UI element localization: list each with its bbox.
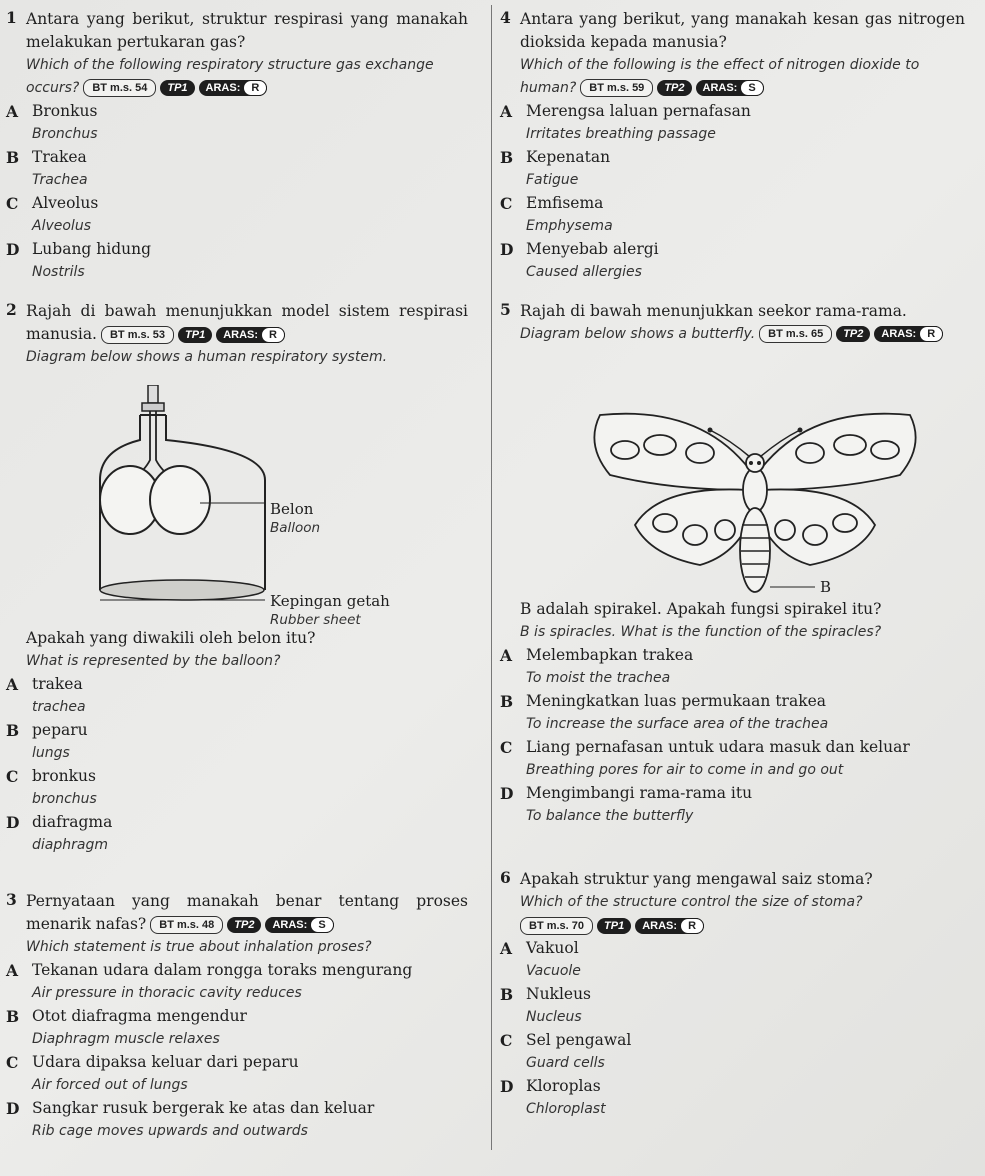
answer-option[interactable] [500,146,965,192]
option-text-ms: Kepenatan [526,148,611,166]
option-text-en: To balance the butterfly [526,808,694,824]
bt-page-badge: BT m.s. 65 [759,325,832,343]
aras-level: R [243,80,267,96]
question-6 [500,868,965,1121]
option-text-en: Emphysema [526,218,613,234]
option-letter: D [6,813,20,832]
option-text-ms: Udara dipaksa keluar dari peparu [32,1053,299,1071]
option-text-en: Caused allergies [526,264,642,280]
option-text-en: diaphragm [32,837,108,853]
question-stem-en [26,936,468,959]
option-letter: A [6,102,19,121]
answer-option[interactable] [6,1005,468,1051]
answer-option[interactable] [500,100,965,146]
option-text-ms: Alveolus [32,194,99,212]
option-letter: B [6,1007,20,1026]
option-text-ms: Vakuol [526,939,579,957]
option-text-ms: Liang pernafasan untuk udara masuk dan keluar [526,738,910,756]
question-number: 1 [6,8,17,27]
question-stem-ms [26,300,468,346]
stem-ms-text: Rajah di bawah menunjukkan seekor rama-rama. [520,302,907,320]
answer-option[interactable] [500,1075,965,1121]
tp-level-badge: TP1 [178,327,212,343]
option-text-en: Air forced out of lungs [32,1077,188,1093]
option-letter: A [500,102,513,121]
option-text-en: bronchus [32,791,97,807]
answer-option[interactable] [6,238,468,284]
spiracle-label-b: B [820,578,832,596]
tp-level-badge: TP1 [160,80,194,96]
option-letter: D [6,240,20,259]
aras-badge [216,327,285,343]
option-text-ms: Merengsa laluan pernafasan [526,102,751,120]
option-text-ms: peparu [32,721,88,739]
tp-level-badge: TP1 [597,918,631,934]
option-text-ms: Mengimbangi rama-rama itu [526,784,753,802]
option-text-ms: Otot diafragma mengendur [32,1007,247,1025]
option-text-en: Diaphragm muscle relaxes [32,1031,220,1047]
option-letter: C [6,194,19,213]
answer-option[interactable] [6,673,468,719]
stem-en-text: Which of the structure control the size of stoma? [520,894,863,910]
option-letter: B [500,148,514,167]
option-text-en: Rib cage moves upwards and outwards [32,1123,308,1139]
option-text-ms: Nukleus [526,985,592,1003]
option-letter: C [6,1053,19,1072]
answer-option[interactable] [500,736,965,782]
question-stem-ms [520,868,965,891]
option-letter: A [6,675,19,694]
option-text-ms: Kloroplas [526,1077,601,1095]
answer-option[interactable] [6,765,468,811]
option-text-en: trachea [32,699,86,715]
option-letter: C [6,767,19,786]
option-text-en: Vacuole [526,963,581,979]
option-text-en: Nucleus [526,1009,582,1025]
option-text-ms: Tekanan udara dalam rongga toraks mengurang [32,961,413,979]
option-text-en: To moist the trachea [526,670,671,686]
answer-option[interactable] [6,1097,468,1143]
answer-option[interactable] [6,146,468,192]
option-text-en: Air pressure in thoracic cavity reduces [32,985,302,1001]
option-text-ms: Melembapkan trakea [526,646,694,664]
question-stem-ms [520,8,965,54]
answer-option[interactable] [6,959,468,1005]
aras-label: ARAS: [272,918,308,931]
tp-level-badge: TP2 [657,80,691,96]
question-stem-en [520,54,965,100]
rubber-sheet-label-ms: Kepingan getah [270,592,390,610]
option-letter: B [500,985,514,1004]
option-text-ms: Trakea [32,148,87,166]
question-number: 3 [6,890,17,909]
sub-question-en: What is represented by the balloon? [26,653,281,669]
question-number: 2 [6,300,17,319]
aras-badge [265,917,333,933]
aras-label: ARAS: [205,81,241,94]
option-text-ms: Bronkus [32,102,98,120]
option-text-ms: Lubang hidung [32,240,152,258]
question-stem-en [26,54,468,100]
question-3 [6,890,468,1143]
aras-label: ARAS: [881,327,917,340]
option-text-ms: Sel pengawal [526,1031,632,1049]
sub-question-ms: Apakah yang diwakili oleh belon itu? [26,629,316,647]
balloon-label-en: Balloon [270,520,321,536]
aras-badge [696,80,764,96]
butterfly-diagram [580,395,920,610]
option-text-ms: Meningkatkan luas permukaan trakea [526,692,827,710]
answer-option[interactable] [6,192,468,238]
stem-en-text: Which of the following is the effect of nitrogen dioxide to human? [520,57,920,96]
question-stem-en [26,346,468,369]
bt-page-badge: BT m.s. 54 [83,79,156,97]
option-text-ms: Menyebab alergi [526,240,659,258]
stem-ms-text: Pernyataan yang manakah benar tentang proses menarik nafas? [26,892,468,933]
badge-row [516,914,965,937]
question-number: 4 [500,8,511,27]
aras-level: R [261,327,285,343]
option-text-en: Chloroplast [526,1101,606,1117]
stem-en-text: Diagram below shows a butterfly. [520,326,756,342]
option-text-en: Bronchus [32,126,98,142]
question-stem-ms [520,300,965,323]
bt-page-badge: BT m.s. 59 [580,79,653,97]
answer-option[interactable] [6,719,468,765]
stem-ms-text: Rajah di bawah menunjukkan model sistem respirasi manusia. [26,302,468,343]
question-stem-en [520,323,965,346]
option-letter: B [500,692,514,711]
option-text-en: To increase the surface area of the trachea [526,716,829,732]
aras-badge [635,918,704,934]
aras-level: S [740,80,763,96]
option-letter: A [500,939,513,958]
aras-label: ARAS: [223,328,259,341]
stem-ms-text: Antara yang berikut, yang manakah kesan gas nitrogen dioksida kepada manusia? [520,10,965,51]
question-stem-en [520,891,965,914]
aras-level: R [919,326,943,342]
aras-badge [874,326,943,342]
balloon-label-ms: Belon [270,500,314,518]
question-number: 6 [500,868,511,887]
option-letter: D [500,784,514,803]
option-text-en: Guard cells [526,1055,605,1071]
answer-option[interactable] [500,192,965,238]
sub-question-en: B is spiracles. What is the function of the spiracles? [520,624,882,640]
option-text-ms: bronkus [32,767,96,785]
aras-label: ARAS: [702,81,738,94]
aras-level: R [680,918,704,934]
question-stem-ms [26,890,468,936]
option-text-ms: Emfisema [526,194,604,212]
answer-option[interactable] [500,644,965,690]
stem-en-text: Which statement is true about inhalation proses? [26,939,372,955]
stem-ms-text: Apakah struktur yang mengawal saiz stoma? [520,870,873,888]
option-text-en: Alveolus [32,218,91,234]
answer-option[interactable] [500,1029,965,1075]
option-text-en: Trachea [32,172,88,188]
answer-option[interactable] [500,983,965,1029]
option-letter: A [6,961,19,980]
question-number: 5 [500,300,511,319]
question-1 [6,8,468,284]
option-text-ms: trakea [32,675,83,693]
tp-level-badge: TP2 [836,326,870,342]
stem-ms-text: Antara yang berikut, struktur respirasi yang manakah melakukan pertukaran gas? [26,10,468,51]
question-stem-ms [26,8,468,54]
option-text-en: lungs [32,745,70,761]
bt-page-badge: BT m.s. 70 [520,917,593,935]
option-letter: C [500,738,513,757]
option-letter: D [6,1099,20,1118]
option-letter: C [500,194,513,213]
answer-option[interactable] [500,937,965,983]
option-text-ms: diafragma [32,813,113,831]
sub-question-ms: B adalah spirakel. Apakah fungsi spirakel itu? [520,600,882,618]
answer-option[interactable] [500,782,965,828]
option-text-en: Irritates breathing passage [526,126,716,142]
option-letter: A [500,646,513,665]
option-letter: D [500,1077,514,1096]
aras-level: S [310,917,333,933]
option-text-ms: Sangkar rusuk bergerak ke atas dan keluar [32,1099,375,1117]
column-divider [491,5,492,1150]
question-4 [500,8,965,284]
option-text-en: Nostrils [32,264,85,280]
answer-option[interactable] [500,690,965,736]
bt-page-badge: BT m.s. 53 [101,326,174,344]
aras-label: ARAS: [642,919,678,932]
option-letter: B [6,721,20,740]
answer-option[interactable] [500,238,965,284]
answer-option[interactable] [6,811,468,857]
aras-badge [199,80,268,96]
answer-option[interactable] [6,1051,468,1097]
option-text-en: Breathing pores for air to come in and go out [526,762,844,778]
tp-level-badge: TP2 [227,917,261,933]
bt-page-badge: BT m.s. 48 [150,916,223,934]
option-letter: B [6,148,20,167]
answer-option[interactable] [6,100,468,146]
stem-en-text: Which of the following respiratory structure gas exchange occurs? [26,57,434,96]
rubber-sheet-label-en: Rubber sheet [270,612,361,628]
option-text-en: Fatigue [526,172,579,188]
stem-en-text: Diagram below shows a human respiratory system. [26,349,388,365]
option-letter: D [500,240,514,259]
bell-jar-model-diagram [90,385,280,620]
option-letter: C [500,1031,513,1050]
